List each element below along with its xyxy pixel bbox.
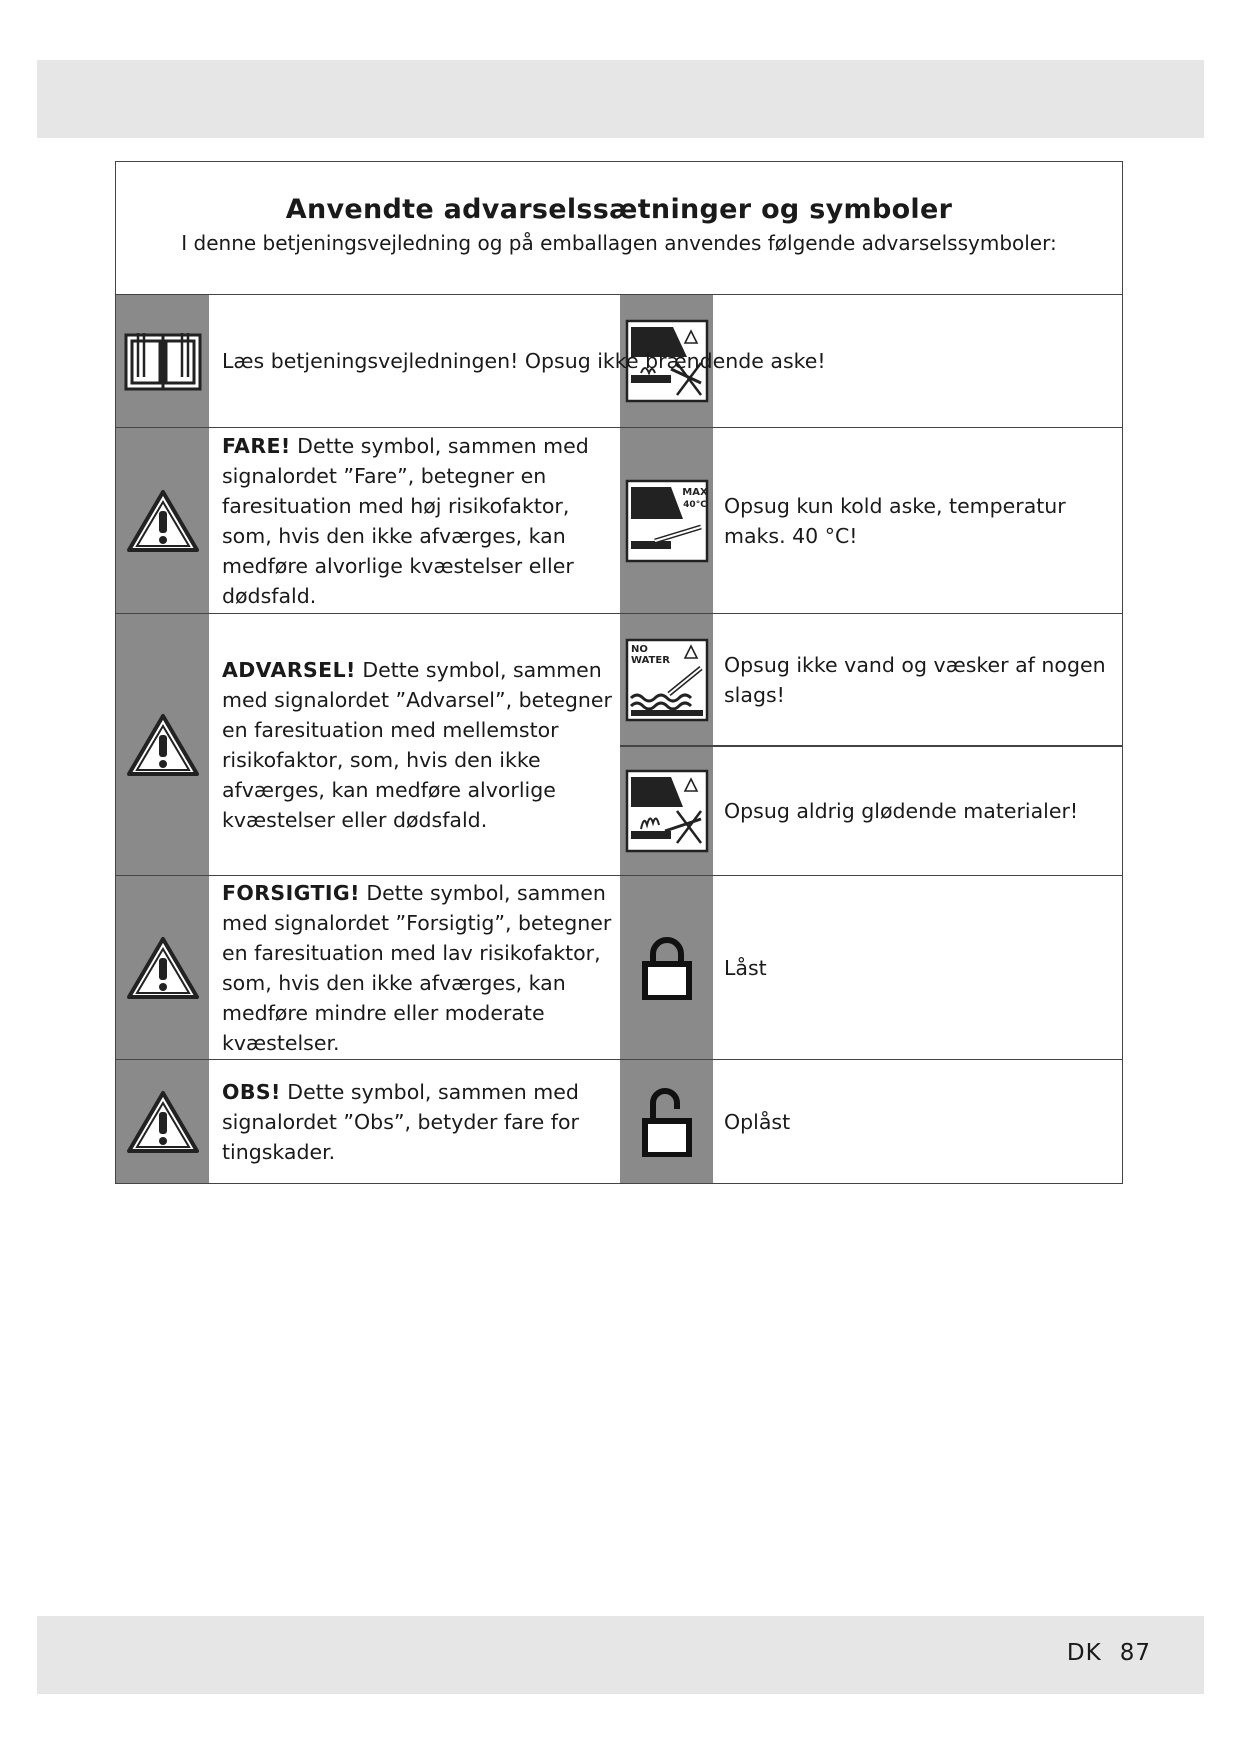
no-glowing-material-icon (625, 769, 709, 853)
warning-triangle-icon (127, 936, 199, 1000)
no-water-icon-label-2: WATER (630, 654, 670, 666)
table-row-advarsel (116, 614, 1122, 876)
warning-symbols-table (115, 161, 1123, 1184)
advarsel-description (222, 614, 617, 875)
manual-icon-cell (116, 295, 209, 427)
fare-text: Dette symbol, sammen med signalordet ”Fare”, betegner en faresituation med høj risikofaktor, som, hvis den ikke afværges, kan medføre alvorlige kvæstelser eller dødsfald. (222, 433, 589, 608)
page-footer (1049, 1640, 1151, 1666)
table-header (116, 162, 1122, 295)
forsigtig-description (222, 876, 617, 1059)
warning-triangle-icon (127, 1090, 199, 1154)
language-code: DK (1066, 1640, 1102, 1666)
table-row-obs (116, 1060, 1122, 1183)
cold-ash-icon (625, 479, 709, 563)
cold-ash-icon-cell (620, 428, 713, 613)
no-water-icon (625, 638, 709, 722)
obs-keyword: OBS! (222, 1079, 281, 1104)
fare-description (222, 428, 617, 613)
no-water-icon-cell (620, 614, 713, 745)
open-book-icon (124, 329, 202, 393)
forsigtig-keyword: FORSIGTIG! (222, 880, 360, 905)
cold-ash-icon-label-1: MAX (681, 486, 708, 498)
padlock-unlocked-icon (642, 1087, 692, 1157)
cold-ash-icon-label-2: 40°C (682, 499, 707, 510)
forsigtig-text: Dette symbol, sammen med signalordet ”Forsigtig”, betegner en faresituation med lav risikofaktor, som, hvis den ikke afværges, kan medføre mindre eller moderate kvæstelser. (222, 880, 612, 1055)
header-band (37, 60, 1204, 138)
table-row-fare (116, 428, 1122, 614)
obs-description (222, 1060, 617, 1183)
page-subtitle: I denne betjeningsvejledning og på emballagen anvendes følgende advarselssymboler: (181, 231, 1057, 255)
footer-band (37, 1616, 1204, 1694)
no-glowing-text: Opsug aldrig glødende materialer! (724, 798, 1079, 823)
obs-text: Dette symbol, sammen med signalordet ”Obs”, betyder fare for tingskader. (222, 1079, 579, 1164)
locked-text: Låst (724, 955, 767, 980)
table-row-forsigtig (116, 876, 1122, 1060)
manual-text: Læs betjeningsvejledningen! Opsug ikke brændende aske! (222, 349, 826, 373)
padlock-locked-icon (642, 936, 692, 1000)
locked-icon-cell (620, 876, 713, 1059)
no-water-text: Opsug ikke vand og væsker af nogen slags! (724, 652, 1106, 707)
obs-icon-cell (116, 1060, 209, 1183)
cold-ash-text: Opsug kun kold aske, temperatur maks. 40 °C! (724, 493, 1066, 548)
unlocked-icon-cell (620, 1060, 713, 1183)
no-water-icon-label-1: NO (630, 643, 648, 655)
fare-keyword: FARE! (222, 433, 291, 458)
warning-triangle-icon (127, 489, 199, 553)
no-glowing-icon-cell (620, 745, 713, 876)
forsigtig-icon-cell (116, 876, 209, 1059)
advarsel-text: Dette symbol, sammen med signalordet ”Advarsel”, betegner en faresituation med mellemstor risikofaktor, som, hvis den ikke afværges, kan medføre alvorlige kvæstelser eller dødsfald. (222, 657, 612, 832)
advarsel-icon-cell (116, 614, 209, 875)
page-title: Anvendte advarselssætninger og symboler (285, 194, 953, 225)
advarsel-keyword: ADVARSEL! (222, 657, 356, 682)
fare-icon-cell (116, 428, 209, 613)
warning-triangle-icon (127, 713, 199, 777)
table-row-manual (116, 295, 1122, 428)
unlocked-text: Oplåst (724, 1109, 791, 1134)
page-number: 87 (1119, 1640, 1151, 1666)
